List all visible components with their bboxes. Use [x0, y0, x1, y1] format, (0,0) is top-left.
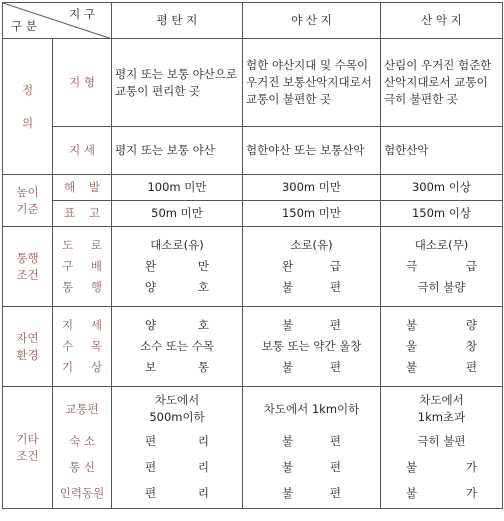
altitude-label: 해 발 [53, 175, 112, 201]
other-label: 기타 조건 [3, 387, 53, 509]
nature-col2: 불 편 보통 또는 약간 울창 불 편 [243, 307, 381, 387]
height-label: 높이 기준 [3, 175, 53, 227]
corner-bottom-label: 구 분 [11, 19, 37, 33]
terrain-col2: 험한 야산지대 및 수목이 우거진 보통산악지대로서 교통이 불편한 곳 [243, 39, 381, 127]
other-row [3, 387, 503, 509]
height-altitude-row [3, 175, 503, 201]
other-sublabels: 교통편 숙 소 통 신 인력동원 [53, 387, 112, 509]
other-col3: 차도에서 1km초과 극히 불편 불 가 불 가 [381, 387, 503, 509]
slope-col1: 평지 또는 보통 야산 [112, 127, 243, 175]
definition-label: 정 의 [3, 39, 53, 175]
other-col2: 차도에서 1km이하 불 편 불 편 불 편 [243, 387, 381, 509]
nature-col1: 양 호 소수 또는 수목 보 통 [112, 307, 243, 387]
header-col3: 산 악 지 [381, 3, 503, 39]
header-col2: 야 산 지 [243, 3, 381, 39]
terrain-classification-table [2, 2, 503, 509]
nature-label: 자연 환경 [3, 307, 53, 387]
elevation-col3: 150m 이상 [381, 201, 503, 227]
elevation-label: 표 고 [53, 201, 112, 227]
definition-terrain-row [3, 39, 503, 127]
terrain-col1: 평지 또는 보통 야산으로 교통이 편리한 곳 [112, 39, 243, 127]
nature-col3: 불 량 울 창 불 편 [381, 307, 503, 387]
terrain-col3: 산림이 우거진 험준한 산악지대로서 교통이 극히 불편한 곳 [381, 39, 503, 127]
traffic-row [3, 227, 503, 307]
height-elevation-row [3, 201, 503, 227]
header-corner-cell [3, 3, 112, 39]
elevation-col2: 150m 미만 [243, 201, 381, 227]
nature-row [3, 307, 503, 387]
header-col1: 평 탄 지 [112, 3, 243, 39]
traffic-label: 통행 조건 [3, 227, 53, 307]
other-col1: 차도에서 500m이하 편 리 편 리 편 리 [112, 387, 243, 509]
slope-col2: 험한야산 또는 보통산악 [243, 127, 381, 175]
altitude-col2: 300m 미만 [243, 175, 381, 201]
terrain-label: 지 형 [53, 39, 112, 127]
altitude-col1: 100m 미만 [112, 175, 243, 201]
slope-label: 지 세 [53, 127, 112, 175]
corner-top-label: 지 구 [69, 7, 95, 21]
traffic-col3: 대소로(무) 극 급 극히 불량 [381, 227, 503, 307]
header-row [3, 3, 503, 39]
altitude-col3: 300m 이상 [381, 175, 503, 201]
traffic-col2: 소로(유) 완 급 불 편 [243, 227, 381, 307]
slope-col3: 험한산악 [381, 127, 503, 175]
nature-sublabels: 지 세 수 목 기 상 [53, 307, 112, 387]
elevation-col1: 50m 미만 [112, 201, 243, 227]
traffic-sublabels: 도 로 구 배 통 행 [53, 227, 112, 307]
definition-slope-row [3, 127, 503, 175]
traffic-col1: 대소로(유) 완 만 양 호 [112, 227, 243, 307]
